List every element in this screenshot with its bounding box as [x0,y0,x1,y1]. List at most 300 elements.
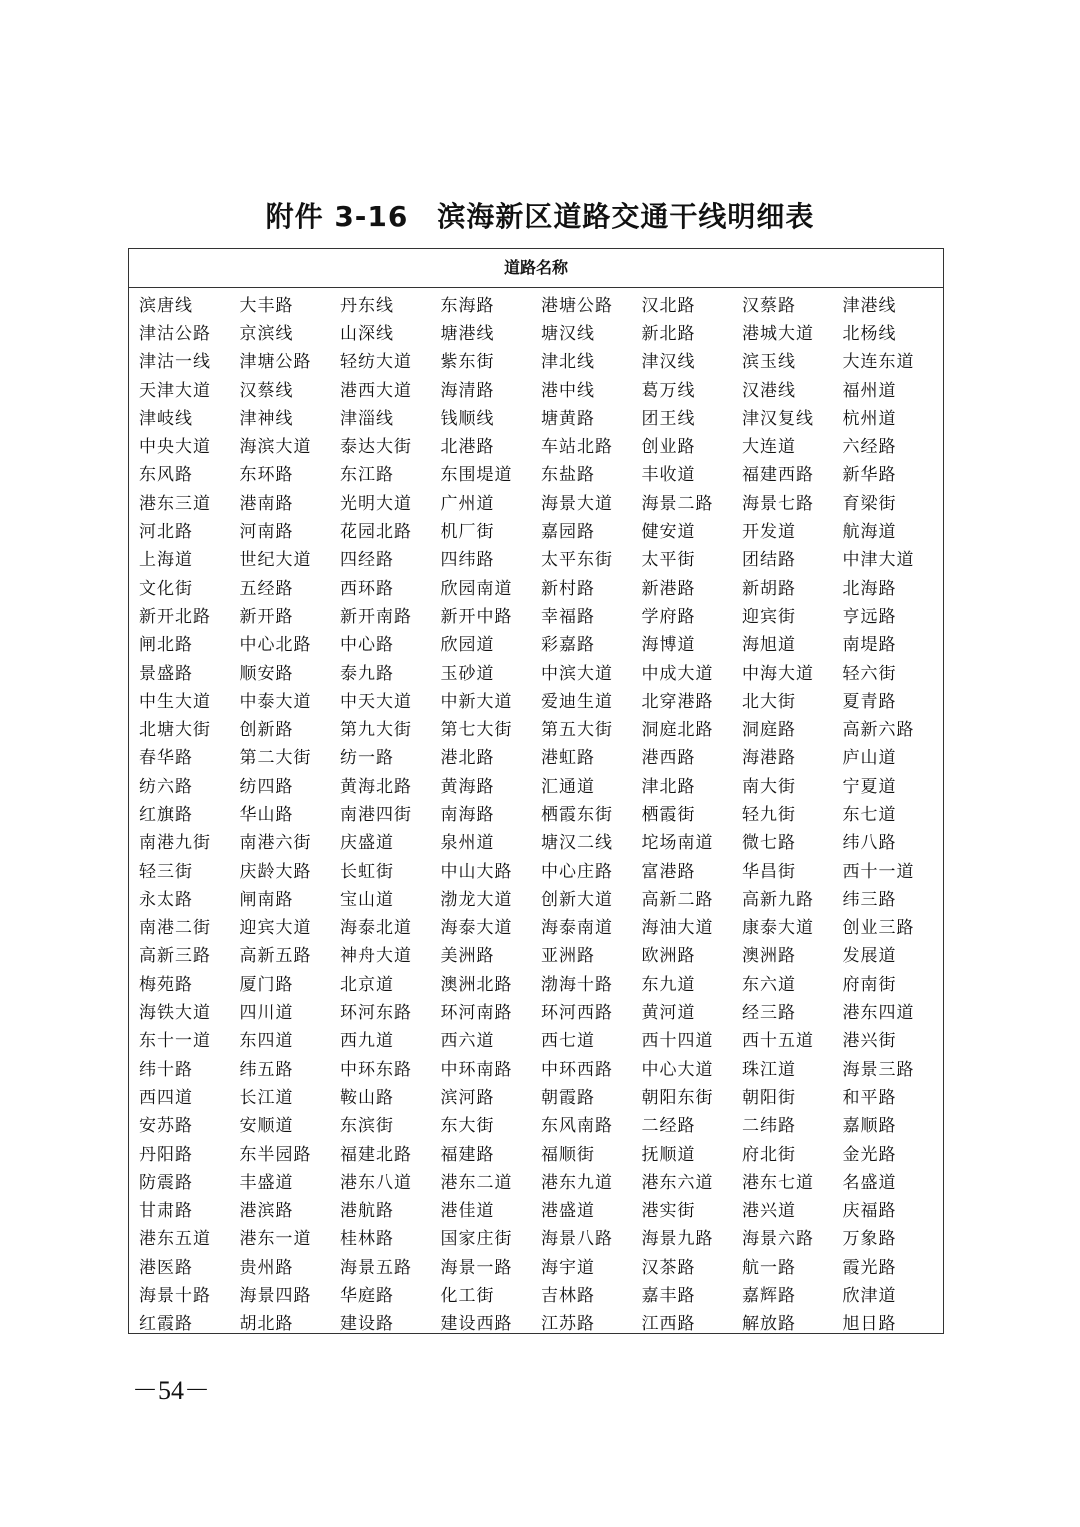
road-name-cell: 第七大街 [440,720,513,741]
road-name-cell: 胡北路 [239,1314,294,1335]
road-name-cell: 纺六路 [139,776,193,797]
road-name-cell: 泰九路 [340,663,394,684]
road-name-cell: 大连东道 [842,352,915,373]
road-name-cell: 江苏路 [541,1314,595,1335]
road-name-cell: 东七道 [842,804,897,825]
road-name-cell: 河北路 [139,522,193,543]
road-name-cell: 福建北路 [340,1144,412,1165]
table-row [139,713,943,741]
road-name-cell: 泉州道 [440,833,495,854]
road-name-cell: 中心庄路 [541,861,613,882]
road-name-cell: 海景大道 [541,493,613,514]
road-name-cell: 丹阳路 [139,1144,193,1165]
road-name-cell: 大连道 [742,437,796,458]
road-name-cell: 港兴街 [842,1031,897,1052]
road-name-cell: 南港二街 [139,918,211,939]
road-name-cell: 高新二路 [641,889,714,910]
road-name-cell: 山深线 [340,323,394,344]
road-name-cell: 创新大道 [541,889,613,910]
road-name-cell: 高新九路 [742,889,814,910]
road-name-cell: 中海大道 [742,663,814,684]
road-name-cell: 嘉辉路 [742,1286,796,1307]
table-row [139,657,943,685]
road-name-cell: 庐山道 [842,748,897,769]
road-name-cell: 渤海十路 [541,974,613,995]
road-name-cell: 纺一路 [340,748,394,769]
road-name-cell: 津神线 [239,408,294,429]
road-name-cell: 塘汉二线 [541,833,613,854]
road-name-cell: 海景四路 [239,1286,312,1307]
road-name-cell: 港西大道 [340,380,412,401]
table-row [139,1308,943,1336]
road-name-cell: 六经路 [842,437,897,458]
road-name-cell: 解放路 [742,1314,796,1335]
road-name-cell: 太平东街 [541,550,613,571]
road-name-cell: 津汉复线 [742,408,814,429]
road-name-cell: 港航路 [340,1201,394,1222]
table-row [139,572,943,600]
road-name-cell: 海滨大道 [239,437,312,458]
road-name-cell: 海宇道 [541,1257,595,1278]
table-row [139,1251,943,1279]
road-name-cell: 海泰北道 [340,918,412,939]
road-name-cell: 纬十路 [139,1059,193,1080]
road-name-cell: 中心大道 [641,1059,714,1080]
table-row [139,487,943,515]
road-name-cell: 港北路 [440,748,495,769]
road-name-cell: 港塘公路 [541,295,613,316]
road-name-cell: 防震路 [139,1172,193,1193]
road-name-cell: 津港线 [842,295,897,316]
table-row [139,827,943,855]
road-name-cell: 渤龙大道 [440,889,513,910]
table-row [139,544,943,572]
road-name-cell: 港东五道 [139,1229,211,1250]
road-name-cell: 塘黄路 [541,408,595,429]
road-name-cell: 轻纺大道 [340,352,412,373]
table-row [139,1081,943,1109]
road-name-cell: 东围堤道 [440,465,513,486]
road-name-cell: 春华路 [139,748,193,769]
road-name-cell: 北京道 [340,974,394,995]
road-name-cell: 南堤路 [842,635,897,656]
road-name-cell: 中环西路 [541,1059,613,1080]
road-name-cell: 广州道 [440,493,495,514]
table-row [139,317,943,345]
road-name-cell: 海景一路 [440,1257,513,1278]
table-row [139,1223,943,1251]
road-name-cell: 建设西路 [440,1314,513,1335]
road-name-cell: 欣津道 [842,1286,897,1307]
road-name-cell: 东环路 [239,465,294,486]
road-name-cell: 津沽公路 [139,323,211,344]
road-name-cell: 中津大道 [842,550,915,571]
road-name-cell: 福州道 [842,380,897,401]
road-name-cell: 汉茶路 [641,1257,696,1278]
road-name-cell: 新北路 [641,323,696,344]
road-name-cell: 丹东线 [340,295,394,316]
road-name-cell: 中生大道 [139,691,211,712]
road-name-cell: 名盛道 [842,1172,897,1193]
table-row [139,459,943,487]
road-name-cell: 迎宾大道 [239,918,312,939]
road-name-cell: 团王线 [641,408,696,429]
table-row [139,996,943,1024]
road-name-cell: 东十一道 [139,1031,211,1052]
road-name-cell: 安苏路 [139,1116,193,1137]
road-name-cell: 轻三街 [139,861,193,882]
table-row [139,289,943,317]
road-name-cell: 杭州道 [842,408,897,429]
road-name-cell: 长虹街 [340,861,394,882]
road-name-cell: 朝阳东街 [641,1087,714,1108]
road-name-cell: 创新路 [239,720,294,741]
road-name-cell: 中央大道 [139,437,211,458]
road-name-cell: 葛万线 [641,380,696,401]
table-row [139,1025,943,1053]
road-name-cell: 海景六路 [742,1229,814,1250]
road-name-cell: 健安道 [641,522,696,543]
road-name-cell: 朝霞路 [541,1087,595,1108]
road-name-cell: 汉蔡线 [239,380,294,401]
road-name-cell: 津塘公路 [239,352,312,373]
road-name-cell: 汇通道 [541,776,595,797]
road-name-cell: 高新五路 [239,946,312,967]
road-name-cell: 津汉线 [641,352,696,373]
road-name-cell: 海港路 [742,748,796,769]
road-name-cell: 新胡路 [742,578,796,599]
road-name-cell: 南大街 [742,776,796,797]
road-name-cell: 爱迪生道 [541,691,613,712]
road-name-cell: 纬八路 [842,833,897,854]
road-name-cell: 东四道 [239,1031,294,1052]
road-name-cell: 北杨线 [842,323,897,344]
road-name-cell: 华山路 [239,804,294,825]
road-name-cell: 文化街 [139,578,193,599]
table-row [139,402,943,430]
road-name-cell: 安顺道 [239,1116,294,1137]
road-name-cell: 纬三路 [842,889,897,910]
road-name-cell: 纬五路 [239,1059,294,1080]
road-name-cell: 玉砂道 [440,663,495,684]
road-name-cell: 福建西路 [742,465,814,486]
road-name-cell: 彩嘉路 [541,635,595,656]
road-name-cell: 庆龄大路 [239,861,312,882]
table-row [139,1053,943,1081]
road-name-cell: 中环南路 [440,1059,513,1080]
road-name-cell: 北港路 [440,437,495,458]
road-name-cell: 霞光路 [842,1257,897,1278]
table-row [139,1110,943,1138]
road-name-cell: 亨远路 [842,606,897,627]
road-name-cell: 澳洲北路 [440,974,513,995]
road-name-cell: 华庭路 [340,1286,394,1307]
road-name-cell: 海景九路 [641,1229,714,1250]
road-name-cell: 顺安路 [239,663,294,684]
road-name-cell: 宁夏道 [842,776,897,797]
road-name-cell: 第二大街 [239,748,312,769]
road-name-cell: 西环路 [340,578,394,599]
table-row [139,1195,943,1223]
road-name-cell: 航一路 [742,1257,796,1278]
road-name-cell: 甘肃路 [139,1201,193,1222]
road-name-cell: 发展道 [842,946,897,967]
table-row [139,1166,943,1194]
road-name-cell: 汉北路 [641,295,696,316]
table-row [139,742,943,770]
table-row [139,346,943,374]
road-name-cell: 港东三道 [139,493,211,514]
road-name-cell: 抚顺道 [641,1144,696,1165]
road-name-cell: 福建路 [440,1144,495,1165]
road-name-cell: 港实街 [641,1201,696,1222]
road-name-cell: 闸北路 [139,635,193,656]
road-name-cell: 海博道 [641,635,696,656]
road-name-cell: 新华路 [842,465,897,486]
road-name-cell: 学府路 [641,606,696,627]
road-name-cell: 福顺街 [541,1144,595,1165]
road-name-cell: 港盛道 [541,1201,595,1222]
road-name-cell: 港东二道 [440,1172,513,1193]
road-name-cell: 海旭道 [742,635,796,656]
road-name-cell: 津淄线 [340,408,394,429]
road-name-cell: 滨河路 [440,1087,495,1108]
road-name-cell: 府北街 [742,1144,796,1165]
road-name-cell: 嘉丰路 [641,1286,696,1307]
table-header: 道路名称 [129,249,943,288]
road-name-cell: 丰盛道 [239,1172,294,1193]
road-name-cell: 新开路 [239,606,294,627]
table-row [139,430,943,458]
road-name-cell: 新开中路 [440,606,513,627]
road-name-cell: 北海路 [842,578,897,599]
table-row [139,685,943,713]
road-name-cell: 港城大道 [742,323,814,344]
table-row [139,515,943,543]
road-name-cell: 朝阳街 [742,1087,796,1108]
road-name-cell: 旭日路 [842,1314,897,1335]
road-name-cell: 东盐路 [541,465,595,486]
road-name-cell: 国家庄街 [440,1229,513,1250]
road-name-cell: 梅苑路 [139,974,193,995]
road-name-cell: 东风路 [139,465,193,486]
road-name-cell: 港医路 [139,1257,193,1278]
table-row [139,1279,943,1307]
road-name-cell: 第五大街 [541,720,613,741]
road-name-cell: 吉林路 [541,1286,595,1307]
road-name-cell: 中心北路 [239,635,312,656]
road-name-cell: 西四道 [139,1087,193,1108]
road-name-cell: 红霞路 [139,1314,193,1335]
road-name-cell: 南港四街 [340,804,412,825]
road-name-cell: 花园北路 [340,522,412,543]
road-name-cell: 滨唐线 [139,295,193,316]
road-name-cell: 富港路 [641,861,696,882]
road-name-cell: 华昌街 [742,861,796,882]
road-name-cell: 南海路 [440,804,495,825]
road-name-cell: 轻六街 [842,663,897,684]
road-name-cell: 珠江道 [742,1059,796,1080]
road-name-cell: 澳洲路 [742,946,796,967]
road-name-cell: 新村路 [541,578,595,599]
road-name-cell: 四经路 [340,550,394,571]
road-name-cell: 津岐线 [139,408,193,429]
road-name-cell: 红旗路 [139,804,193,825]
table-body [129,288,943,1336]
road-name-cell: 港东七道 [742,1172,814,1193]
road-name-cell: 四川道 [239,1003,294,1024]
road-name-cell: 津北线 [541,352,595,373]
road-name-cell: 五经路 [239,578,294,599]
road-name-cell: 府南街 [842,974,897,995]
road-name-cell: 四纬路 [440,550,495,571]
road-name-cell: 化工街 [440,1286,495,1307]
road-name-cell: 闸南路 [239,889,294,910]
table-row [139,798,943,826]
road-table [128,248,944,1334]
road-name-cell: 欣园南道 [440,578,513,599]
road-name-cell: 港兴道 [742,1201,796,1222]
road-name-cell: 嘉顺路 [842,1116,897,1137]
road-name-cell: 中泰大道 [239,691,312,712]
table-row [139,855,943,883]
road-name-cell: 中心路 [340,635,394,656]
table-row [139,1138,943,1166]
road-name-cell: 海清路 [440,380,495,401]
road-name-cell: 长江道 [239,1087,294,1108]
road-name-cell: 万象路 [842,1229,897,1250]
road-name-cell: 开发道 [742,522,796,543]
road-name-cell: 第九大街 [340,720,412,741]
road-name-cell: 嘉园路 [541,522,595,543]
road-name-cell: 机厂街 [440,522,495,543]
road-name-cell: 港东六道 [641,1172,714,1193]
road-name-cell: 大丰路 [239,295,294,316]
road-name-cell: 建设路 [340,1314,394,1335]
road-name-cell: 京滨线 [239,323,294,344]
road-name-cell: 东六道 [742,974,796,995]
road-name-cell: 中新大道 [440,691,513,712]
road-name-cell: 车站北路 [541,437,613,458]
road-name-cell: 汉蔡路 [742,295,796,316]
road-name-cell: 南港九街 [139,833,211,854]
road-name-cell: 神舟大道 [340,946,412,967]
road-name-cell: 欧洲路 [641,946,696,967]
road-name-cell: 海铁大道 [139,1003,211,1024]
road-name-cell: 环河南路 [440,1003,513,1024]
road-name-cell: 坨场南道 [641,833,714,854]
road-name-cell: 贵州路 [239,1257,294,1278]
road-name-cell: 津北路 [641,776,696,797]
road-name-cell: 港西路 [641,748,696,769]
road-name-cell: 创业三路 [842,918,915,939]
road-name-cell: 东半园路 [239,1144,312,1165]
road-name-cell: 高新三路 [139,946,211,967]
road-name-cell: 滨玉线 [742,352,796,373]
road-name-cell: 塘港线 [440,323,495,344]
road-name-cell: 太平街 [641,550,696,571]
road-name-cell: 西七道 [541,1031,595,1052]
road-name-cell: 新开南路 [340,606,412,627]
road-name-cell: 西十五道 [742,1031,814,1052]
road-name-cell: 中滨大道 [541,663,613,684]
road-name-cell: 海景三路 [842,1059,915,1080]
road-name-cell: 港佳道 [440,1201,495,1222]
table-row [139,629,943,657]
road-name-cell: 海景五路 [340,1257,412,1278]
road-name-cell: 北塘大街 [139,720,211,741]
road-name-cell: 西九道 [340,1031,394,1052]
road-name-cell: 亚洲路 [541,946,595,967]
road-name-cell: 江西路 [641,1314,696,1335]
road-name-cell: 金光路 [842,1144,897,1165]
road-name-cell: 景盛路 [139,663,193,684]
page-number: －54－ [132,1376,211,1405]
road-name-cell: 东海路 [440,295,495,316]
road-name-cell: 微七路 [742,833,796,854]
road-name-cell: 港虹路 [541,748,595,769]
road-name-cell: 中天大道 [340,691,412,712]
road-name-cell: 北大街 [742,691,796,712]
road-name-cell: 迎宾街 [742,606,796,627]
road-name-cell: 轻九街 [742,804,796,825]
road-name-cell: 光明大道 [340,493,412,514]
road-name-cell: 南港六街 [239,833,312,854]
road-name-cell: 世纪大道 [239,550,312,571]
road-name-cell: 中山大路 [440,861,513,882]
road-name-cell: 黄河道 [641,1003,696,1024]
road-name-cell: 经三路 [742,1003,796,1024]
road-name-cell: 港滨路 [239,1201,294,1222]
road-name-cell: 环河西路 [541,1003,613,1024]
road-name-cell: 钱顺线 [440,408,495,429]
road-name-cell: 纺四路 [239,776,294,797]
road-name-cell: 海景二路 [641,493,714,514]
road-name-cell: 西六道 [440,1031,495,1052]
road-name-cell: 二经路 [641,1116,696,1137]
road-name-cell: 康泰大道 [742,918,814,939]
road-name-cell: 鞍山路 [340,1087,394,1108]
road-name-cell: 新港路 [641,578,696,599]
road-name-cell: 天津大道 [139,380,211,401]
table-row [139,374,943,402]
road-name-cell: 永太路 [139,889,193,910]
table-row [139,912,943,940]
road-name-cell: 上海道 [139,550,193,571]
road-name-cell: 北穿港路 [641,691,714,712]
road-name-cell: 夏青路 [842,691,897,712]
road-name-cell: 河南路 [239,522,294,543]
road-name-cell: 栖霞东街 [541,804,613,825]
road-name-cell: 海油大道 [641,918,714,939]
page-title: 附件 3-16 滨海新区道路交通干线明细表 [265,200,815,233]
road-name-cell: 东滨街 [340,1116,394,1137]
road-name-cell: 西十四道 [641,1031,714,1052]
road-name-cell: 黄海北路 [340,776,412,797]
road-name-cell: 海景七路 [742,493,814,514]
road-name-cell: 海景十路 [139,1286,211,1307]
road-name-cell: 洞庭路 [742,720,796,741]
road-name-cell: 海景八路 [541,1229,613,1250]
road-name-cell: 团结路 [742,550,796,571]
road-name-cell: 中成大道 [641,663,714,684]
road-name-cell: 港东一道 [239,1229,312,1250]
road-name-cell: 创业路 [641,437,696,458]
road-name-cell: 丰收道 [641,465,696,486]
road-name-cell: 汉港线 [742,380,796,401]
road-name-cell: 环河东路 [340,1003,412,1024]
road-name-cell: 东九道 [641,974,696,995]
